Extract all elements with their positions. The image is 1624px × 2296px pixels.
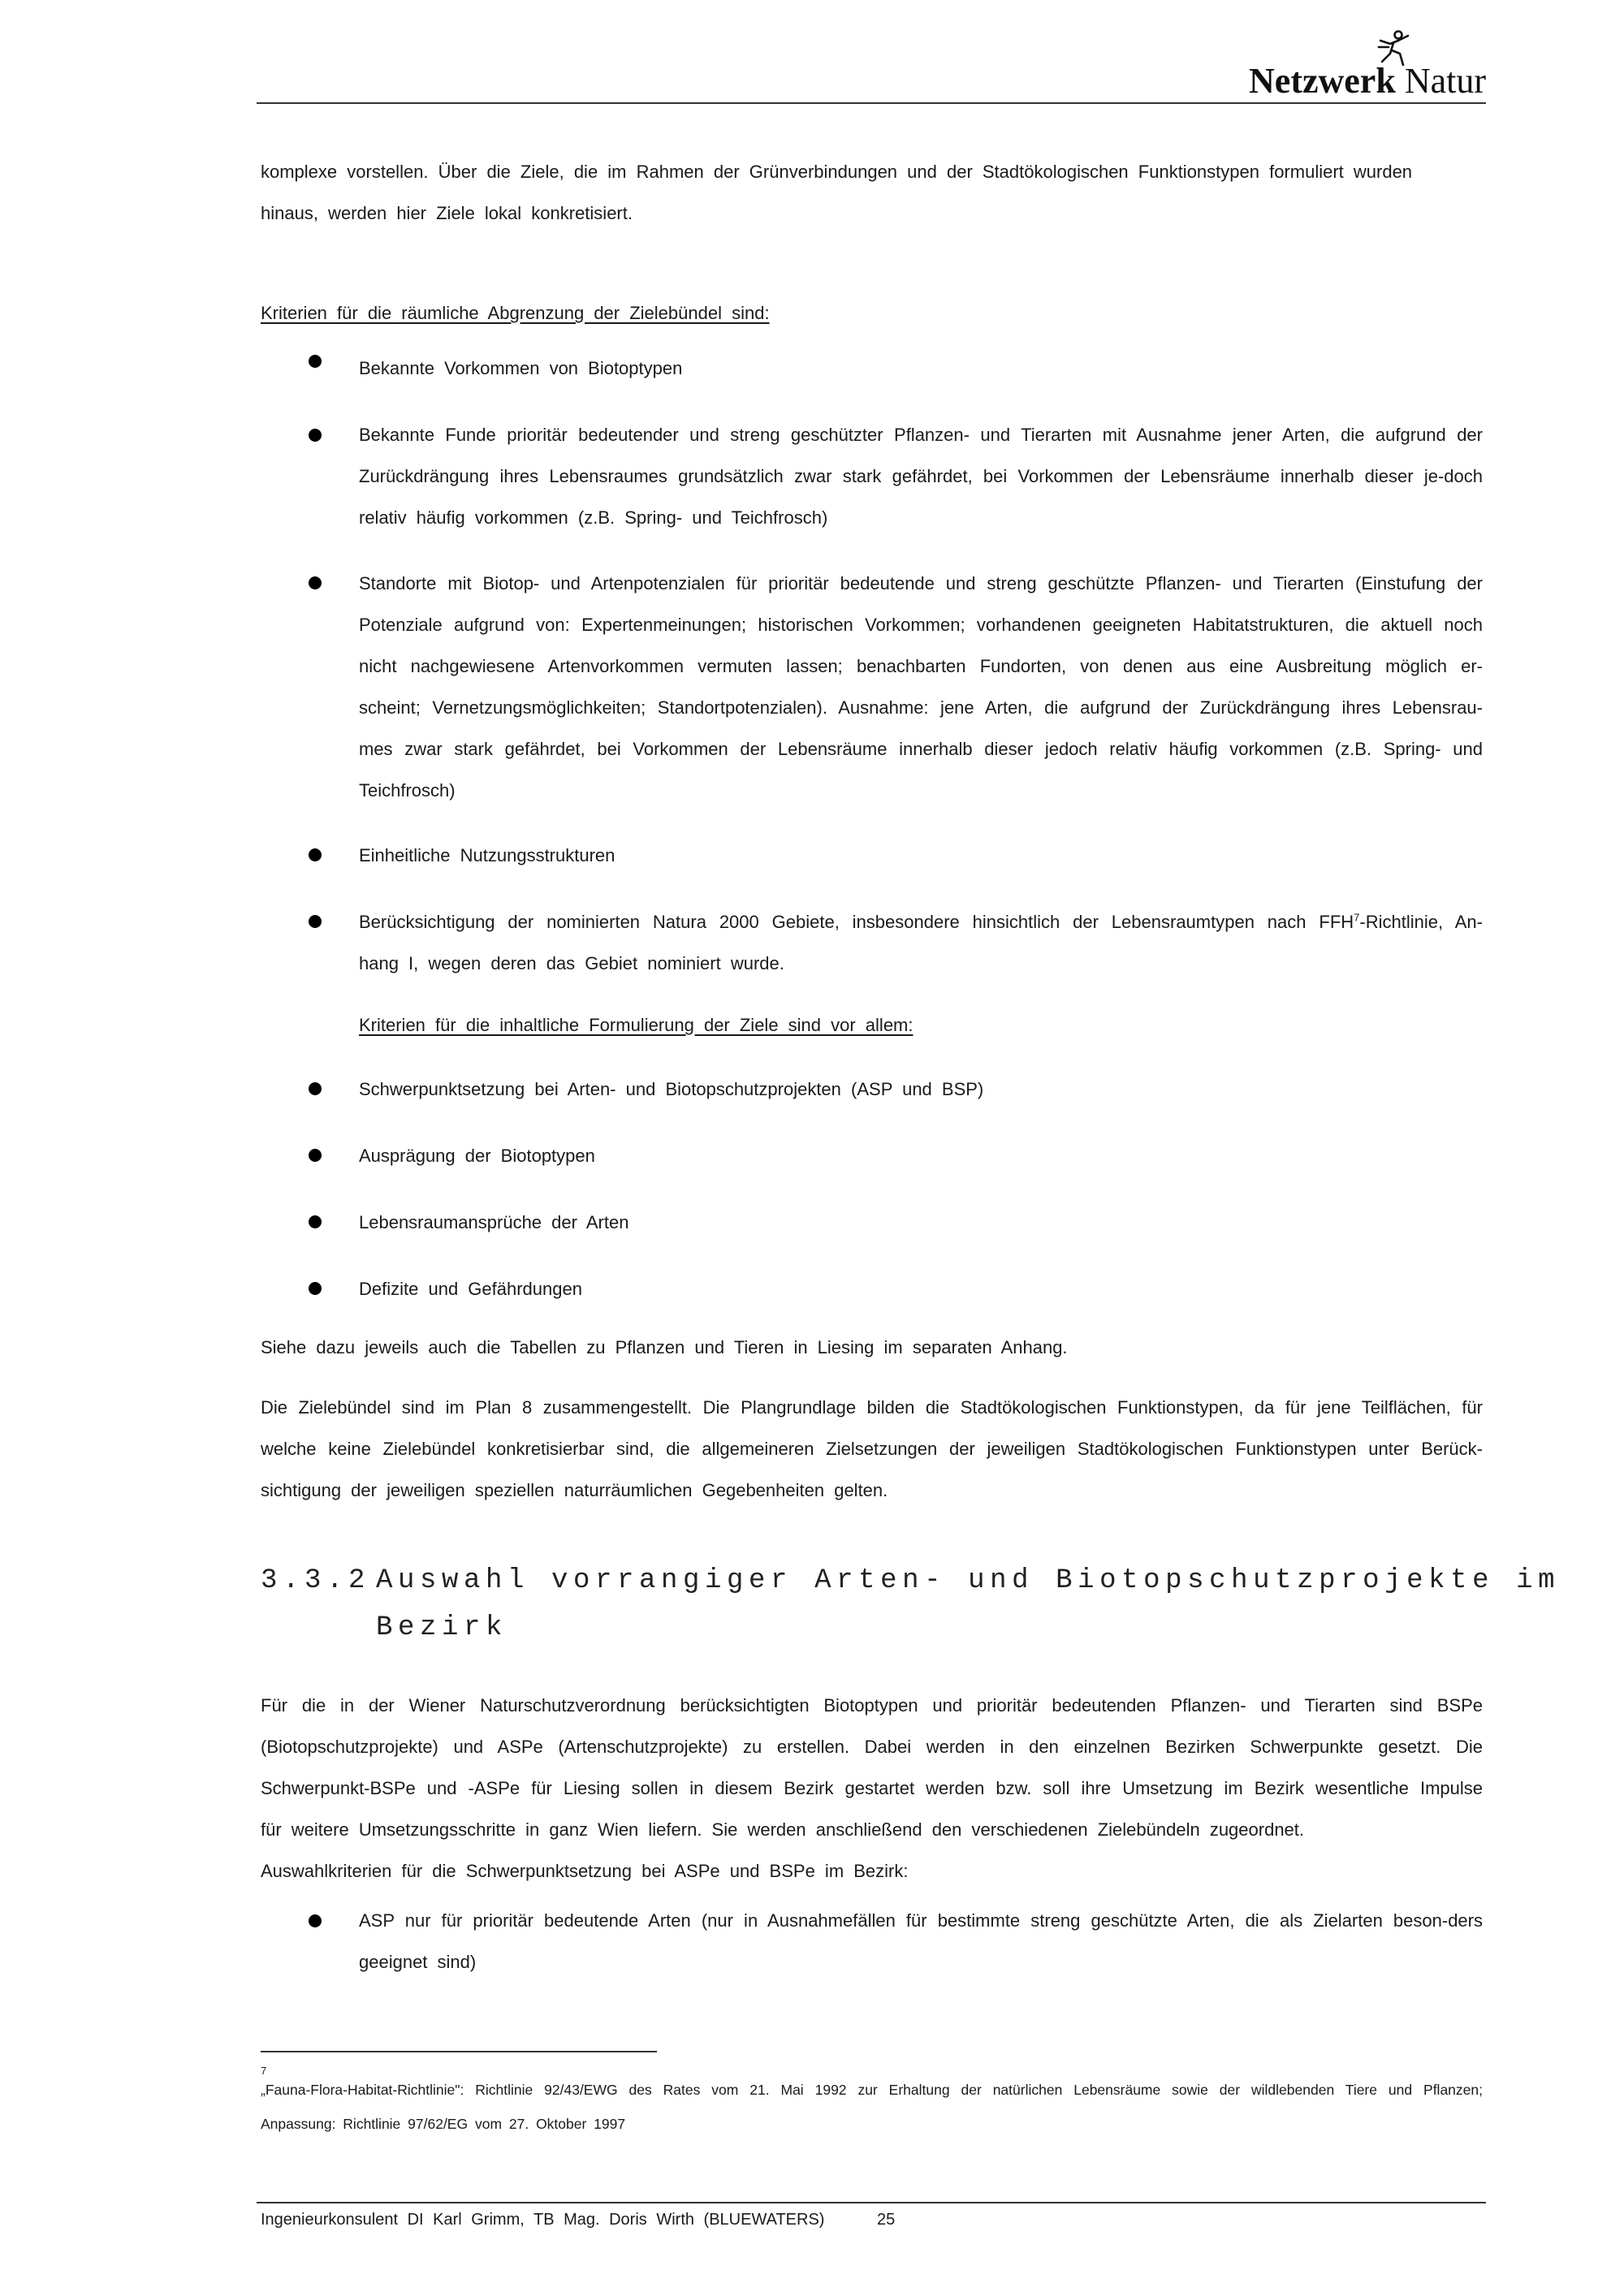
bullet-icon (309, 915, 322, 928)
list-item: Schwerpunktsetzung bei Arten- und Biotopschutzprojekten (ASP und BSP) (359, 1079, 984, 1099)
list-item: ASP nur für prioritär bedeutende Arten (nur in Ausnahmefällen für bestimmte streng geschützte Arten, die als Zielarten beson-ders geeignet sind) (359, 1910, 1483, 1972)
list-item: Defizite und Gefährdungen (359, 1279, 582, 1299)
natura-text-after: -Richtlinie, An-hang I, wegen deren das Gebiet nominiert wurde. (359, 912, 1483, 973)
footnote-reference: 7 (1354, 911, 1360, 924)
list-item: Standorte mit Biotop- und Artenpotenzialen für prioritär bedeutende und streng geschützte Pflanzen- und Tierarten (Einstufung der Potenziale aufgrund von: Expertenmeinungen; historischen Vorkommen; vorhandenen geeigneten Habitatstrukturen, die aktuell noch nicht nachgewiesene Artenvorkommen vermuten lassen; benachbarten Fundorten, von denen aus eine Ausbreitung möglich er-scheint; Vernetzungsmöglichkeiten; Standortpotenzialen). Ausnahme: jene Arten, die aufgrund der Zurückdrängung ihres Lebensrau-mes zwar stark gefährdet, bei Vorkommen der Lebensräume innerhalb dieser jedoch relativ häufig vorkommen (z.B. Spring- und Teichfrosch) (359, 573, 1483, 801)
criteria-spatial-heading: Kriterien für die räumliche Abgrenzung der Zielebündel sind: (261, 303, 770, 323)
section-number: 3.3.2 (261, 1565, 371, 1596)
see-also-text: Siehe dazu jeweils auch die Tabellen zu Pflanzen und Tieren in Liesing im separaten Anhang. (261, 1337, 1068, 1357)
bullet-icon (309, 1215, 322, 1228)
list-item: Ausprägung der Biotoptypen (359, 1146, 595, 1166)
plan-paragraph: Die Zielebündel sind im Plan 8 zusammengestellt. Die Plangrundlage bilden die Stadtökologischen Funktionstypen, da für jene Teilflächen, für welche keine Zielebündel konkretisierbar sind, die allgemeineren Zielsetzungen der jeweiligen Stadtökologischen Funktionstypen unter Berück-sichtigung der jeweiligen speziellen naturräumlichen Gegebenheiten gelten. (261, 1397, 1483, 1500)
bullet-icon (309, 1149, 322, 1162)
footer-credits: Ingenieurkonsulent DI Karl Grimm, TB Mag. Doris Wirth (BLUEWATERS) (261, 2211, 825, 2229)
criteria-content-heading: Kriterien für die inhaltliche Formulierung der Ziele sind vor allem: (359, 1015, 914, 1035)
list-item: Einheitliche Nutzungsstrukturen (359, 845, 615, 865)
logo-bold-word: Netzwerk (1249, 61, 1396, 101)
logo-regular-word: Natur (1404, 61, 1486, 101)
section-title-line-1: Auswahl vorrangiger Arten- und Biotopschutzprojekte im (376, 1565, 1561, 1596)
list-item-natura (359, 901, 1483, 984)
netzwerk-natur-logo (1242, 29, 1486, 102)
section-title-line-2: Bezirk (376, 1612, 508, 1643)
logo-wordmark (1249, 60, 1486, 101)
section-paragraph: Für die in der Wiener Naturschutzverordnung berücksichtigten Biotoptypen und prioritär bedeutenden Pflanzen- und Tierarten sind BSPe (Biotopschutzprojekte) und ASPe (Artenschutzprojekte) zu erstellen. Dabei werden in den einzelnen Bezirken Schwerpunkte gesetzt. Die Schwerpunkt-BSPe und -ASPe für Liesing sollen in diesem Bezirk gestartet werden bzw. soll ihre Umsetzung im Bezirk wesentliche Impulse für weitere Umsetzungsschritte in ganz Wien liefern. Sie werden anschließend den verschiedenen Zielebündeln zugeordnet. (261, 1695, 1483, 1840)
header-rule (257, 102, 1486, 104)
page-number: 25 (877, 2211, 896, 2229)
bullet-icon (309, 848, 322, 861)
intro-line-2: hinaus, werden hier Ziele lokal konkretisiert. (261, 203, 633, 223)
bullet-icon (309, 1082, 322, 1095)
bullet-icon (309, 1282, 322, 1295)
natura-text-before: Berücksichtigung der nominierten Natura 2000 Gebiete, insbesondere hinsichtlich der Lebensraumtypen nach FFH (359, 912, 1354, 932)
bullet-icon (309, 355, 322, 368)
bullet-icon (309, 429, 322, 442)
footnote-marker: 7 (261, 2065, 267, 2077)
intro-line-1: komplexe vorstellen. Über die Ziele, die im Rahmen der Grünverbindungen und der Stadtökologischen Funktionstypen formuliert wurden (261, 162, 1413, 182)
bullet-icon (309, 1914, 322, 1927)
list-item: Bekannte Vorkommen von Biotoptypen (359, 358, 683, 378)
bullet-icon (309, 576, 322, 589)
selection-intro: Auswahlkriterien für die Schwerpunktsetzung bei ASPe und BSPe im Bezirk: (261, 1861, 909, 1881)
list-item: Bekannte Funde prioritär bedeutender und streng geschützter Pflanzen- und Tierarten mit Ausnahme jener Arten, die aufgrund der Zurückdrängung ihres Lebensraumes grundsätzlich zwar stark gefährdet, bei Vorkommen der Lebensräume innerhalb dieser je-doch relativ häufig vorkommen (z.B. Spring- und Teichfrosch) (359, 425, 1483, 528)
footnote-rule (261, 2051, 657, 2052)
footnote-text: „Fauna-Flora-Habitat-Richtlinie": Richtlinie 92/43/EWG des Rates vom 21. Mai 1992 zur Erhaltung der natürlichen Lebensräume sowie der wildlebenden Tiere und Pflanzen; Anpassung: Richtlinie 97/62/EG vom 27. Oktober 1997 (261, 2082, 1483, 2132)
list-item: Lebensraumansprüche der Arten (359, 1212, 629, 1232)
